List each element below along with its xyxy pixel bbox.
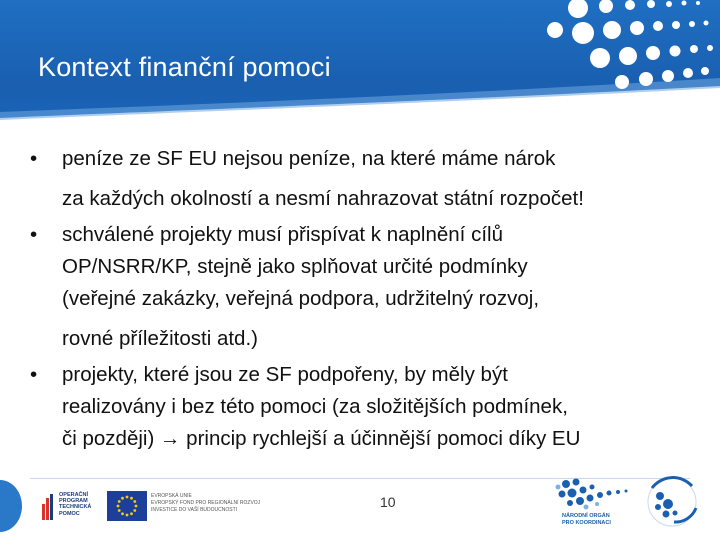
eu-flag-icon <box>107 491 147 521</box>
page-number: 10 <box>380 494 396 510</box>
mmr-logo <box>644 474 704 530</box>
op-technicka-pomoc-logo <box>42 490 100 522</box>
narodni-organ-text: NÁRODNÍ ORGÁN PRO KOORDINACI <box>562 513 611 526</box>
slide-body <box>30 143 690 455</box>
bullet-text-line: či později) → princip rychlejší a účinnější pomoci díky EU <box>62 427 581 450</box>
bullet-text-line: peníze ze SF EU nejsou peníze, na které máme nárok <box>62 147 556 170</box>
bullet-text-line: realizovány i bez této pomoci (za složitějších podmínek, <box>62 395 568 418</box>
slide-title: Kontext finanční pomoci <box>38 52 331 82</box>
bullet-text-line: za každých okolností a nesmí nahrazovat státní rozpočet! <box>62 187 584 210</box>
decorative-dots-pattern <box>0 0 720 140</box>
footer-corner-circle <box>0 480 22 532</box>
eu-fund-text: EVROPSKÁ UNIE EVROPSKÝ FOND PRO REGIONÁLNÍ ROZVOJ INVESTICE DO VAŠÍ BUDOUCNOSTI <box>151 493 261 513</box>
bullet-marker: • <box>30 223 38 246</box>
bullet-marker: • <box>30 363 38 386</box>
op-logo-text: OPERAČNÍ PROGRAM TECHNICKÁ POMOC <box>59 492 92 517</box>
bullet-text-line: projekty, které jsou ze SF podpořeny, by měly být <box>62 363 508 386</box>
bullet-text-line: (veřejné zakázky, veřejná podpora, udržitelný rozvoj, <box>62 287 540 310</box>
bullet-item <box>30 143 690 215</box>
bullet-text-line: schválené projekty musí přispívat k naplnění cílů <box>62 223 503 246</box>
bullet-text-line: OP/NSRR/KP, stejně jako splňovat určité podmínky <box>62 255 528 278</box>
bullet-text-line: rovné příležitosti atd.) <box>62 327 258 350</box>
bullet-item <box>30 219 690 355</box>
bullet-item <box>30 359 690 455</box>
bullet-marker: • <box>30 147 38 170</box>
op-logo-bars-icon <box>42 494 56 520</box>
